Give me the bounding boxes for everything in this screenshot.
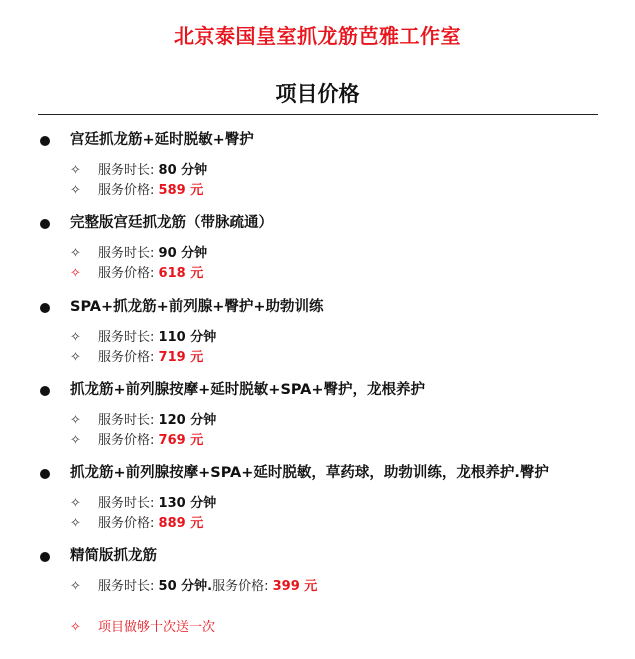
page-title: 北京泰国皇室抓龙筋芭雅工作室: [174, 24, 461, 48]
price-label: 服务价格:: [98, 183, 155, 198]
divider: [38, 114, 598, 115]
star-icon: ✧: [70, 413, 81, 428]
price-value: 719 元: [158, 350, 204, 365]
price-list-item: [40, 463, 620, 534]
price-list-item: [40, 297, 620, 368]
section-title: 项目价格: [275, 82, 360, 106]
bullet-icon: [40, 303, 50, 313]
duration-label: 服务时长:: [98, 413, 155, 428]
bullet-icon: [40, 386, 50, 396]
item-name: 完整版宫廷抓龙筋（带脉疏通）: [70, 215, 273, 231]
duration-label: 服务时长:: [98, 579, 155, 594]
duration-row: [40, 244, 620, 264]
duration-label: 服务时长:: [98, 246, 155, 261]
price-label: 服务价格:: [98, 516, 155, 531]
star-icon: ✧: [70, 330, 81, 345]
item-name: 宫廷抓龙筋+延时脱敏+臀护: [70, 132, 254, 148]
duration-value: 130 分钟: [158, 496, 217, 511]
price-value: 399 元: [272, 579, 318, 594]
star-icon: ✧: [70, 579, 81, 594]
price-label: 服务价格:: [98, 433, 155, 448]
bullet-icon: [40, 469, 50, 479]
item-name: 抓龙筋+前列腺按摩+延时脱敏+SPA+臀护，龙根养护: [70, 382, 426, 398]
price-label: 服务价格:: [212, 579, 269, 594]
bullet-icon: [40, 552, 50, 562]
price-list-item: [40, 213, 620, 284]
duration-label: 服务时长:: [98, 163, 155, 178]
duration-label: 服务时长:: [98, 330, 155, 345]
item-name: 精简版抓龙筋: [70, 548, 157, 564]
price-list-item: [40, 546, 620, 597]
price-label: 服务价格:: [98, 266, 155, 281]
duration-value: 80 分钟: [158, 163, 208, 178]
duration-price-row: [40, 577, 620, 597]
price-value: 618 元: [158, 266, 204, 281]
star-icon: ✧: [70, 350, 81, 365]
promo-note: [40, 618, 620, 638]
price-row: [40, 181, 620, 201]
item-name: SPA+抓龙筋+前列腺+臀护+助勃训练: [70, 299, 324, 315]
price-row: [40, 431, 620, 451]
price-value: 769 元: [158, 433, 204, 448]
price-value: 589 元: [158, 183, 204, 198]
price-list-item: [40, 130, 620, 201]
star-icon: ✧: [70, 163, 81, 178]
star-icon: ✧: [70, 246, 81, 261]
duration-row: [40, 411, 620, 431]
duration-row: [40, 494, 620, 514]
star-icon: ✧: [70, 620, 81, 635]
price-row: [40, 264, 620, 284]
duration-value: 110 分钟: [158, 330, 217, 345]
price-row: [40, 348, 620, 368]
duration-value: 50 分钟.: [158, 579, 213, 594]
duration-value: 90 分钟: [158, 246, 208, 261]
duration-label: 服务时长:: [98, 496, 155, 511]
bullet-icon: [40, 219, 50, 229]
bullet-icon: [40, 136, 50, 146]
price-row: [40, 514, 620, 534]
promo-text: 项目做够十次送一次: [98, 620, 216, 635]
star-icon: ✧: [70, 183, 81, 198]
item-name: 抓龙筋+前列腺按摩+SPA+延时脱敏，草药球，助勃训练，龙根养护.臀护: [70, 465, 549, 481]
price-list-item: [40, 380, 620, 451]
star-icon: ✧: [70, 516, 81, 531]
promo-row: [40, 618, 620, 638]
duration-value: 120 分钟: [158, 413, 217, 428]
price-value: 889 元: [158, 516, 204, 531]
star-icon: ✧: [70, 433, 81, 448]
duration-row: [40, 161, 620, 181]
star-icon: ✧: [70, 496, 81, 511]
star-icon: ✧: [70, 266, 81, 281]
duration-row: [40, 328, 620, 348]
price-label: 服务价格:: [98, 350, 155, 365]
